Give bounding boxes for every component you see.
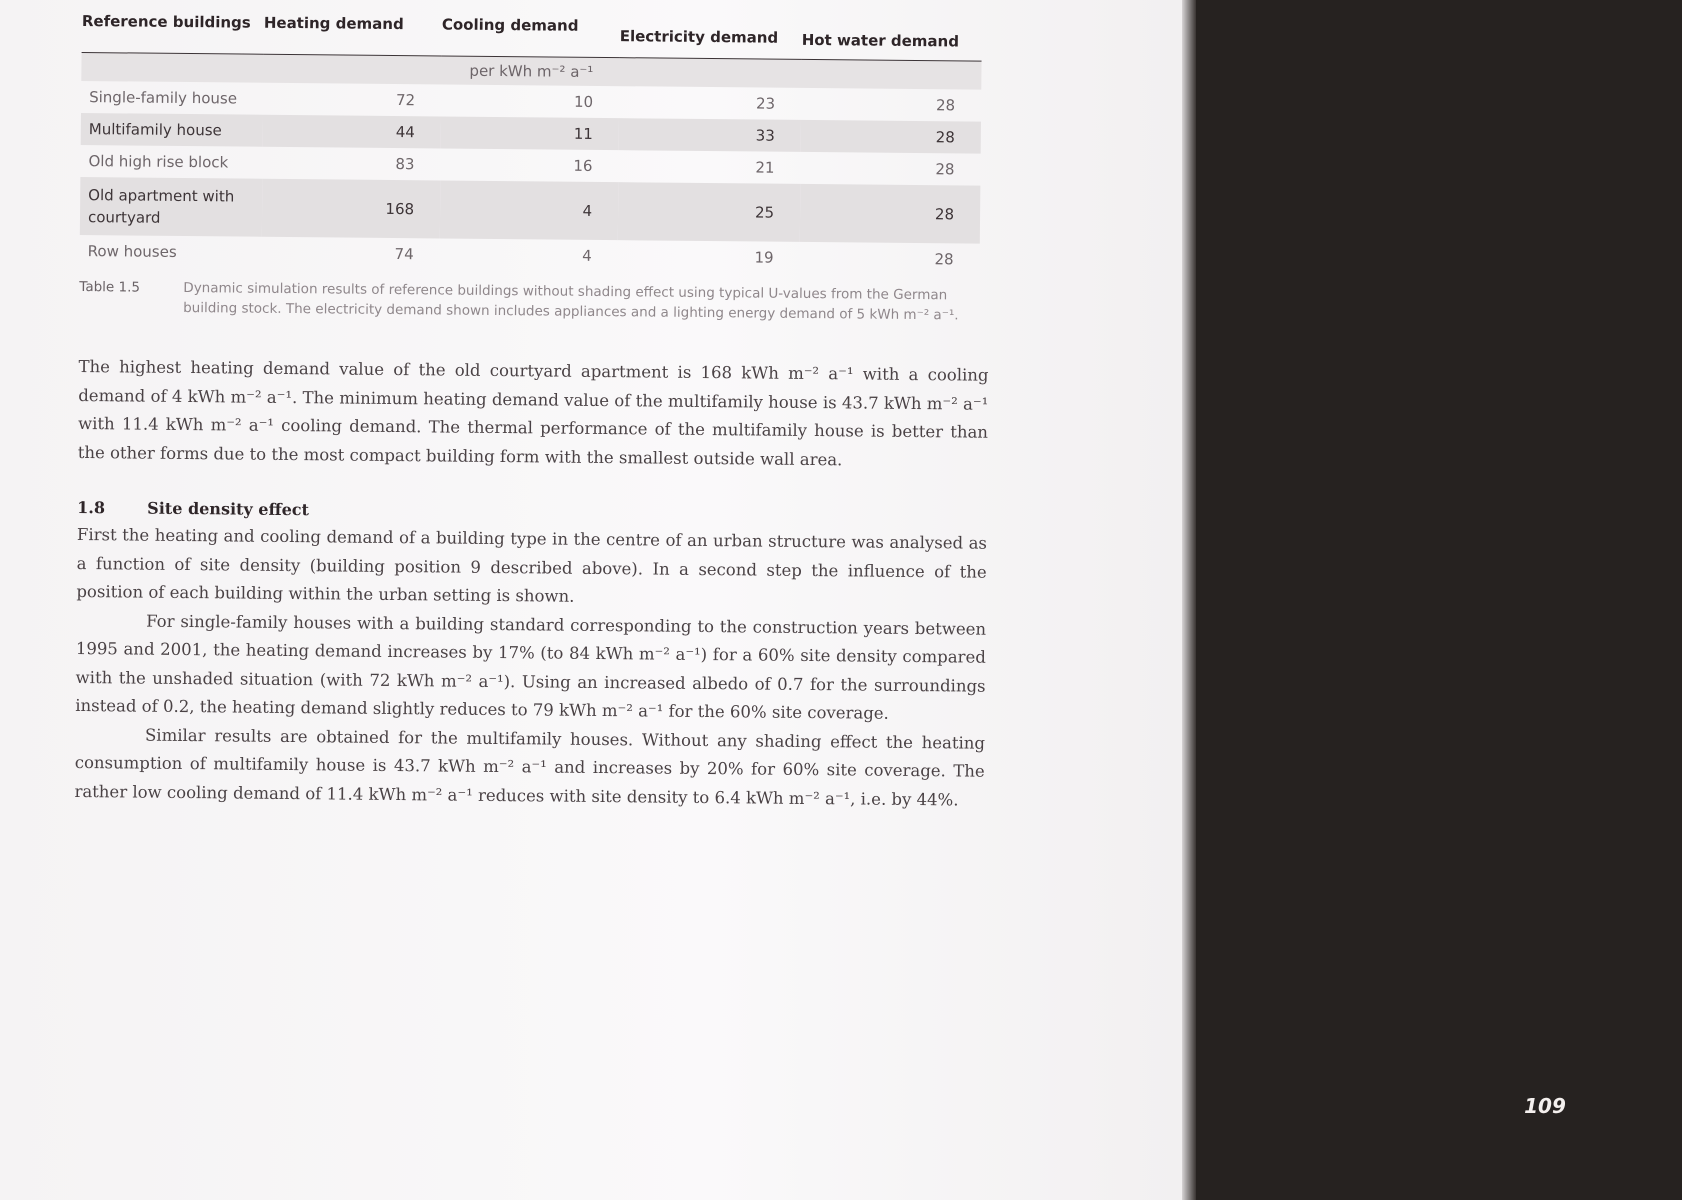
page-number: 109	[1524, 1094, 1566, 1118]
table-cell: 28	[934, 250, 954, 269]
column-header: Cooling demand	[441, 15, 579, 35]
table-caption	[79, 277, 989, 326]
table-cell: 25	[618, 182, 801, 242]
table-cell: 28	[935, 96, 956, 115]
row-label: Old apartment with courtyard	[80, 177, 263, 237]
row-label: Multifamily house	[81, 113, 263, 147]
table-cell: 28	[801, 120, 981, 154]
caption-label: Table 1.5	[79, 278, 141, 296]
column-header: Hot water demand	[801, 30, 960, 51]
table-cell: 4	[440, 180, 619, 240]
table-cell: 168	[262, 179, 441, 239]
table-cell: 19	[754, 248, 774, 267]
reference-buildings-table	[80, 10, 982, 276]
table-cell: 23	[755, 94, 776, 113]
table-cell: 74	[394, 245, 414, 264]
caption-text: Dynamic simulation results of reference buildings without shading effect using typical U-values from the German building stock. The electricity demand shown includes appliances and a lighting energy demand of 5 kWh m⁻² a⁻¹.	[183, 279, 959, 324]
table-cell: 16	[573, 156, 593, 175]
body-paragraph: Similar results are obtained for the multifamily houses. Without any shading effect the heating consumption of multifamily house is 43.7 kWh m⁻² a⁻¹ and increases by 20% for 60% site coverage. The rather low cooling demand of 11.4 kWh m⁻² a⁻¹ reduces with site density to 6.4 kWh m⁻² a⁻¹, i.e. by 44%.	[74, 725, 986, 809]
table-cell: 4	[582, 246, 592, 265]
table-cell: 83	[395, 155, 415, 174]
body-paragraph: The highest heating demand value of the old courtyard apartment is 168 kWh m⁻² a⁻¹ with a cooling demand of 4 kWh m⁻² a⁻¹. The minimum heating demand value of the multifamily house is 43.7 kWh m⁻² a⁻¹ with 11.4 kWh m⁻² a⁻¹ cooling demand. The thermal performance of the multifamily house is better than the other forms due to the most compact building form with the smallest outside wall area.	[77, 356, 989, 469]
table-cell: 10	[573, 92, 594, 111]
table-cell: 44	[263, 115, 441, 149]
table-cell: 21	[755, 158, 775, 177]
table-cell: 72	[395, 91, 416, 110]
column-header: Reference buildings	[81, 11, 251, 32]
section-number: 1.8	[77, 497, 106, 518]
table-row	[80, 177, 981, 244]
row-label: Single-family house	[89, 88, 238, 108]
section-title: Site density effect	[147, 498, 310, 520]
row-label: Old high rise block	[88, 152, 229, 172]
table-cell: 28	[935, 160, 955, 179]
body-paragraph: For single-family houses with a building standard corresponding to the construction years between 1995 and 2001, the heating demand increases by 17% (to 84 kWh m⁻² a⁻¹) for a 60% site density compared with the unshaded situation (with 72 kWh m⁻² a⁻¹). Using an increased albedo of 0.7 for the surroundings instead of 0.2, the heating demand slightly reduces to 79 kWh m⁻² a⁻¹ for the 60% site coverage.	[75, 611, 987, 723]
table-cell: 11	[441, 116, 619, 150]
page-content	[74, 10, 992, 815]
body-paragraph: First the heating and cooling demand of a building type in the centre of an urban structure was analysed as a function of site density (building position 9 described above). In a second step the influence of the position of each building within the urban setting is shown.	[76, 524, 988, 606]
unit-label: per kWh m⁻² a⁻¹	[81, 52, 981, 89]
table-cell: 33	[619, 118, 801, 152]
column-header: Heating demand	[263, 13, 404, 34]
column-header: Electricity demand	[619, 27, 779, 47]
book-gutter	[1182, 0, 1196, 1200]
table-cell: 28	[800, 184, 981, 244]
row-label: Row houses	[87, 242, 177, 261]
